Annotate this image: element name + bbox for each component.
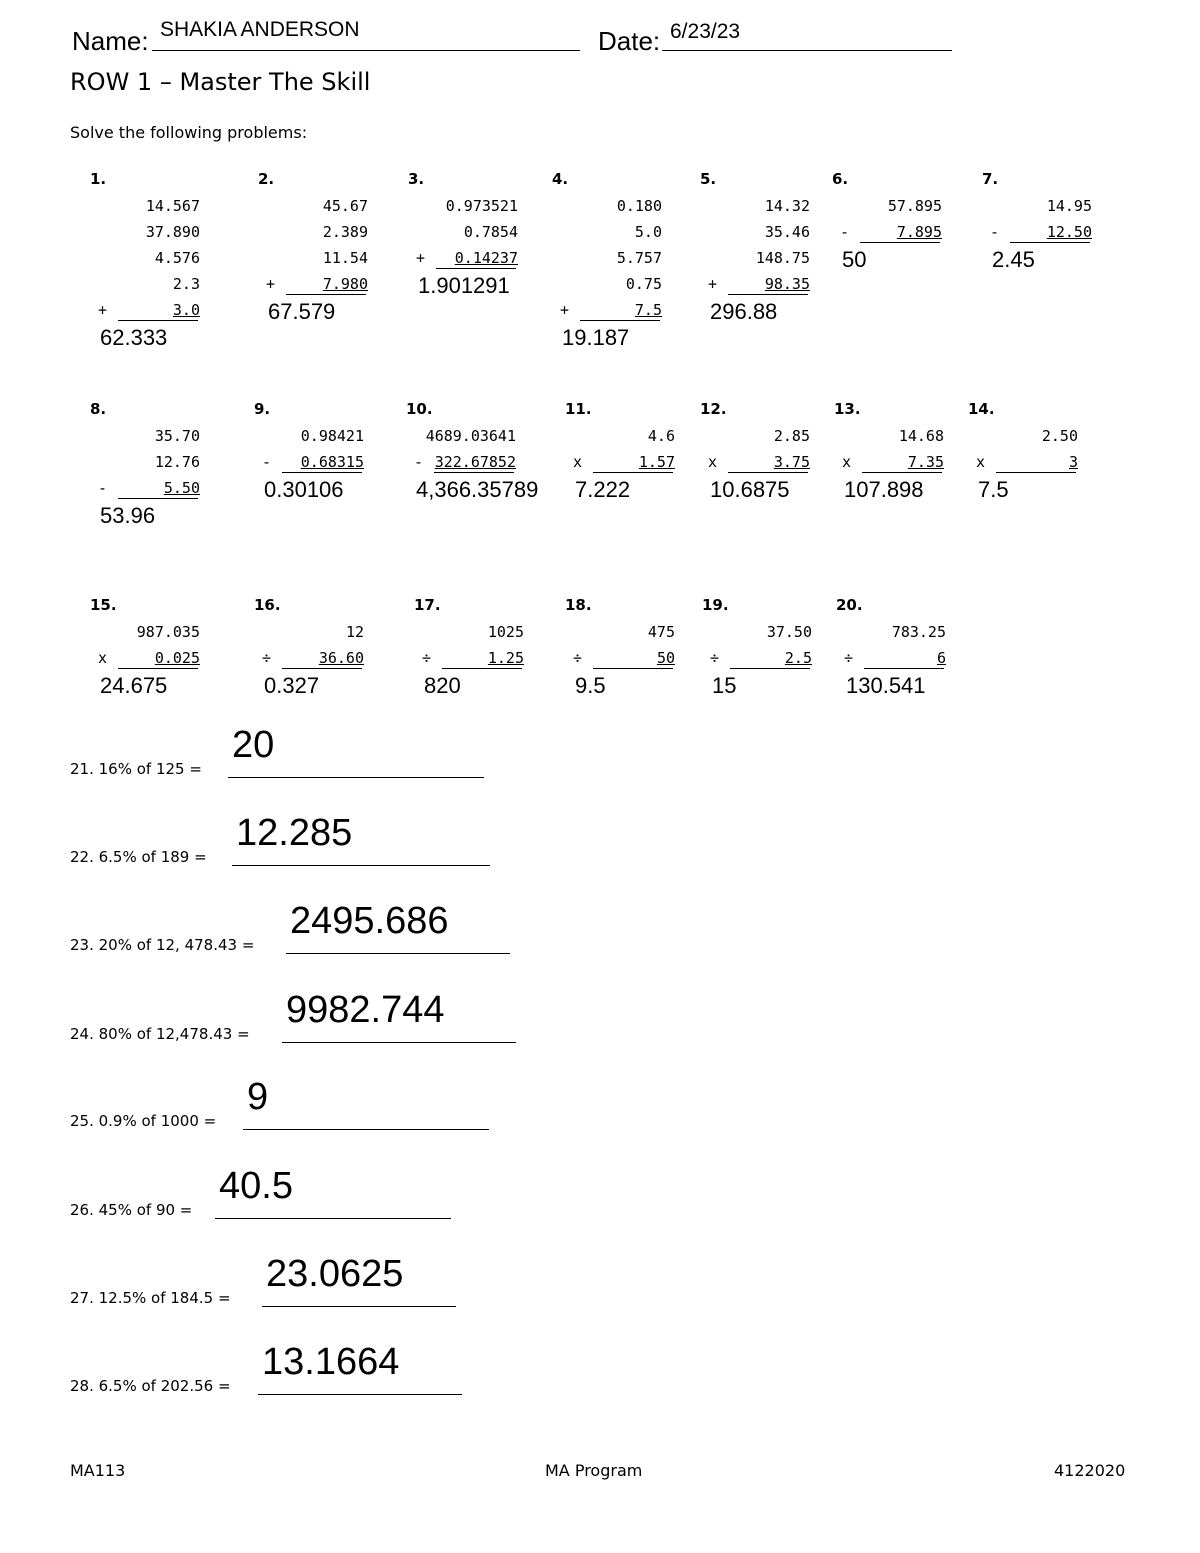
- percent-answer[interactable]: 40.5: [219, 1165, 293, 1207]
- answer[interactable]: 107.898: [844, 477, 924, 502]
- sum-line: [1010, 242, 1090, 243]
- operand: 57.895: [887, 197, 942, 215]
- sum-line: [728, 472, 808, 473]
- operand: 148.75: [755, 249, 810, 267]
- percent-problem-label: 28. 6.5% of 202.56 =: [70, 1377, 231, 1395]
- name-underline: [152, 50, 580, 51]
- operand: 2.50: [1041, 427, 1078, 445]
- problem-number: 6.: [832, 170, 849, 188]
- operand: 12.76: [154, 453, 200, 471]
- last-operand: 1.57: [638, 453, 675, 471]
- operand: 987.035: [136, 623, 200, 641]
- answer[interactable]: 24.675: [100, 673, 168, 698]
- operator: x: [976, 453, 986, 471]
- problem-number: 19.: [702, 596, 729, 614]
- date-underline: [662, 50, 952, 51]
- answer[interactable]: 0.30106: [264, 477, 344, 502]
- percent-problem-label: 27. 12.5% of 184.5 =: [70, 1289, 231, 1307]
- operand: 475: [647, 623, 675, 641]
- operator: -: [990, 223, 1000, 241]
- date-label: Date:: [598, 26, 661, 56]
- footer-left: MA113: [70, 1461, 126, 1480]
- last-operand: 6: [936, 649, 946, 667]
- answer[interactable]: 0.327: [264, 673, 320, 698]
- operand: 0.75: [625, 275, 662, 293]
- percent-problem-label: 21. 16% of 125 =: [70, 760, 202, 778]
- sum-line: [282, 472, 362, 473]
- sum-line: [864, 668, 944, 669]
- operator: ÷: [573, 649, 583, 667]
- answer[interactable]: 62.333: [100, 325, 168, 350]
- problem-number: 8.: [90, 400, 107, 418]
- operand: 0.180: [616, 197, 662, 215]
- footer-center: MA Program: [545, 1461, 643, 1480]
- answer-underline: [262, 1306, 456, 1307]
- instructions: Solve the following problems:: [70, 123, 308, 142]
- sum-line: [860, 242, 940, 243]
- answer-underline: [286, 953, 510, 954]
- problem-number: 1.: [90, 170, 107, 188]
- answer[interactable]: 9.5: [575, 673, 606, 698]
- answer[interactable]: 19.187: [562, 325, 630, 350]
- percent-answer[interactable]: 12.285: [236, 812, 353, 854]
- last-operand: 36.60: [318, 649, 364, 667]
- answer[interactable]: 296.88: [710, 299, 778, 324]
- operator: +: [266, 275, 276, 293]
- problem-number: 14.: [968, 400, 995, 418]
- operand: 5.0: [634, 223, 662, 241]
- last-operand: 2.5: [784, 649, 812, 667]
- last-operand: 7.895: [896, 223, 942, 241]
- last-operand: 0.68315: [300, 453, 364, 471]
- last-operand: 7.5: [634, 301, 662, 319]
- sum-line: [728, 294, 808, 295]
- operand: 0.973521: [445, 197, 518, 215]
- percent-answer[interactable]: 9982.744: [286, 989, 445, 1031]
- operand: 37.890: [145, 223, 200, 241]
- answer-underline: [282, 1042, 516, 1043]
- operand: 12: [345, 623, 364, 641]
- operand: 1025: [487, 623, 524, 641]
- sum-line: [286, 294, 366, 295]
- name-label: Name:: [72, 26, 149, 56]
- operand: 4689.03641: [425, 427, 516, 445]
- last-operand: 5.50: [163, 479, 200, 497]
- answer[interactable]: 67.579: [268, 299, 336, 324]
- problem-number: 11.: [565, 400, 592, 418]
- operand: 4.576: [154, 249, 200, 267]
- page-title: ROW 1 – Master The Skill: [70, 68, 371, 96]
- answer[interactable]: 50: [842, 247, 867, 272]
- problem-number: 16.: [254, 596, 281, 614]
- problem-number: 10.: [406, 400, 433, 418]
- answer-underline: [215, 1218, 451, 1219]
- answer[interactable]: 7.5: [978, 477, 1009, 502]
- operand: 783.25: [891, 623, 946, 641]
- sum-line: [118, 498, 198, 499]
- operator: x: [98, 649, 108, 667]
- problem-number: 5.: [700, 170, 717, 188]
- operand: 0.7854: [463, 223, 518, 241]
- sum-line: [593, 668, 673, 669]
- last-operand: 12.50: [1046, 223, 1092, 241]
- problem-number: 9.: [254, 400, 271, 418]
- operand: 11.54: [322, 249, 368, 267]
- problem-number: 20.: [836, 596, 863, 614]
- operator: -: [98, 479, 108, 497]
- last-operand: 322.67852: [434, 453, 516, 471]
- problem-number: 15.: [90, 596, 117, 614]
- operator: -: [414, 453, 424, 471]
- operand: 0.98421: [300, 427, 364, 445]
- operand: 14.95: [1046, 197, 1092, 215]
- answer[interactable]: 7.222: [575, 477, 631, 502]
- operand: 35.70: [154, 427, 200, 445]
- problem-number: 2.: [258, 170, 275, 188]
- percent-answer[interactable]: 13.1664: [262, 1341, 400, 1383]
- operator: +: [560, 301, 570, 319]
- operator: ÷: [422, 649, 432, 667]
- name-value[interactable]: SHAKIA ANDERSON: [160, 18, 360, 41]
- last-operand: 0.14237: [454, 249, 518, 267]
- operator: -: [840, 223, 850, 241]
- operand: 2.389: [322, 223, 368, 241]
- operand: 2.3: [172, 275, 200, 293]
- operator: x: [842, 453, 852, 471]
- last-operand: 0.025: [154, 649, 200, 667]
- last-operand: 7.980: [322, 275, 368, 293]
- sum-line: [730, 668, 810, 669]
- operator: -: [262, 453, 272, 471]
- sum-line: [580, 320, 660, 321]
- operand: 45.67: [322, 197, 368, 215]
- percent-answer[interactable]: 9: [247, 1076, 269, 1118]
- problem-number: 18.: [565, 596, 592, 614]
- sum-line: [436, 268, 516, 269]
- sum-line: [593, 472, 673, 473]
- operand: 37.50: [766, 623, 812, 641]
- problem-number: 3.: [408, 170, 425, 188]
- sum-line: [282, 668, 362, 669]
- percent-answer[interactable]: 23.0625: [266, 1253, 404, 1295]
- last-operand: 3.75: [773, 453, 810, 471]
- answer-underline: [243, 1129, 489, 1130]
- percent-problem-label: 26. 45% of 90 =: [70, 1201, 193, 1219]
- sum-line: [434, 472, 514, 473]
- date-value[interactable]: 6/23/23: [670, 20, 741, 43]
- last-operand: 7.35: [907, 453, 944, 471]
- sum-line: [118, 320, 198, 321]
- operand: 2.85: [773, 427, 810, 445]
- problem-number: 13.: [834, 400, 861, 418]
- answer[interactable]: 10.6875: [710, 477, 790, 502]
- sum-line: [118, 668, 198, 669]
- percent-problem-label: 24. 80% of 12,478.43 =: [70, 1025, 250, 1043]
- operator: +: [416, 249, 426, 267]
- answer[interactable]: 820: [424, 673, 461, 698]
- operand: 4.6: [647, 427, 675, 445]
- answer[interactable]: 130.541: [846, 673, 926, 698]
- answer[interactable]: 53.96: [100, 503, 156, 528]
- answer-underline: [258, 1394, 462, 1395]
- percent-problem-label: 25. 0.9% of 1000 =: [70, 1112, 217, 1130]
- operand: 14.567: [145, 197, 200, 215]
- percent-problem-label: 23. 20% of 12, 478.43 =: [70, 936, 255, 954]
- operator: +: [98, 301, 108, 319]
- operator: x: [708, 453, 718, 471]
- last-operand: 98.35: [764, 275, 810, 293]
- answer-underline: [232, 865, 490, 866]
- operator: ÷: [710, 649, 720, 667]
- percent-answer[interactable]: 20: [232, 724, 275, 766]
- answer[interactable]: 15: [712, 673, 737, 698]
- operator: +: [708, 275, 718, 293]
- percent-problem-label: 22. 6.5% of 189 =: [70, 848, 207, 866]
- last-operand: 1.25: [487, 649, 524, 667]
- footer-right: 4122020: [1054, 1461, 1126, 1480]
- problem-number: 4.: [552, 170, 569, 188]
- answer[interactable]: 4,366.35789: [416, 477, 539, 502]
- percent-answer[interactable]: 2495.686: [290, 900, 449, 942]
- problem-number: 17.: [414, 596, 441, 614]
- answer[interactable]: 1.901291: [418, 273, 510, 298]
- operand: 35.46: [764, 223, 810, 241]
- answer[interactable]: 2.45: [992, 247, 1035, 272]
- operand: 14.68: [898, 427, 944, 445]
- sum-line: [442, 668, 522, 669]
- operator: ÷: [844, 649, 854, 667]
- problem-number: 7.: [982, 170, 999, 188]
- last-operand: 50: [656, 649, 675, 667]
- last-operand: 3.0: [172, 301, 200, 319]
- sum-line: [996, 472, 1076, 473]
- sum-line: [862, 472, 942, 473]
- answer-underline: [228, 777, 484, 778]
- problem-number: 12.: [700, 400, 727, 418]
- operand: 14.32: [764, 197, 810, 215]
- last-operand: 3: [1068, 453, 1078, 471]
- operator: ÷: [262, 649, 272, 667]
- operand: 5.757: [616, 249, 662, 267]
- operator: x: [573, 453, 583, 471]
